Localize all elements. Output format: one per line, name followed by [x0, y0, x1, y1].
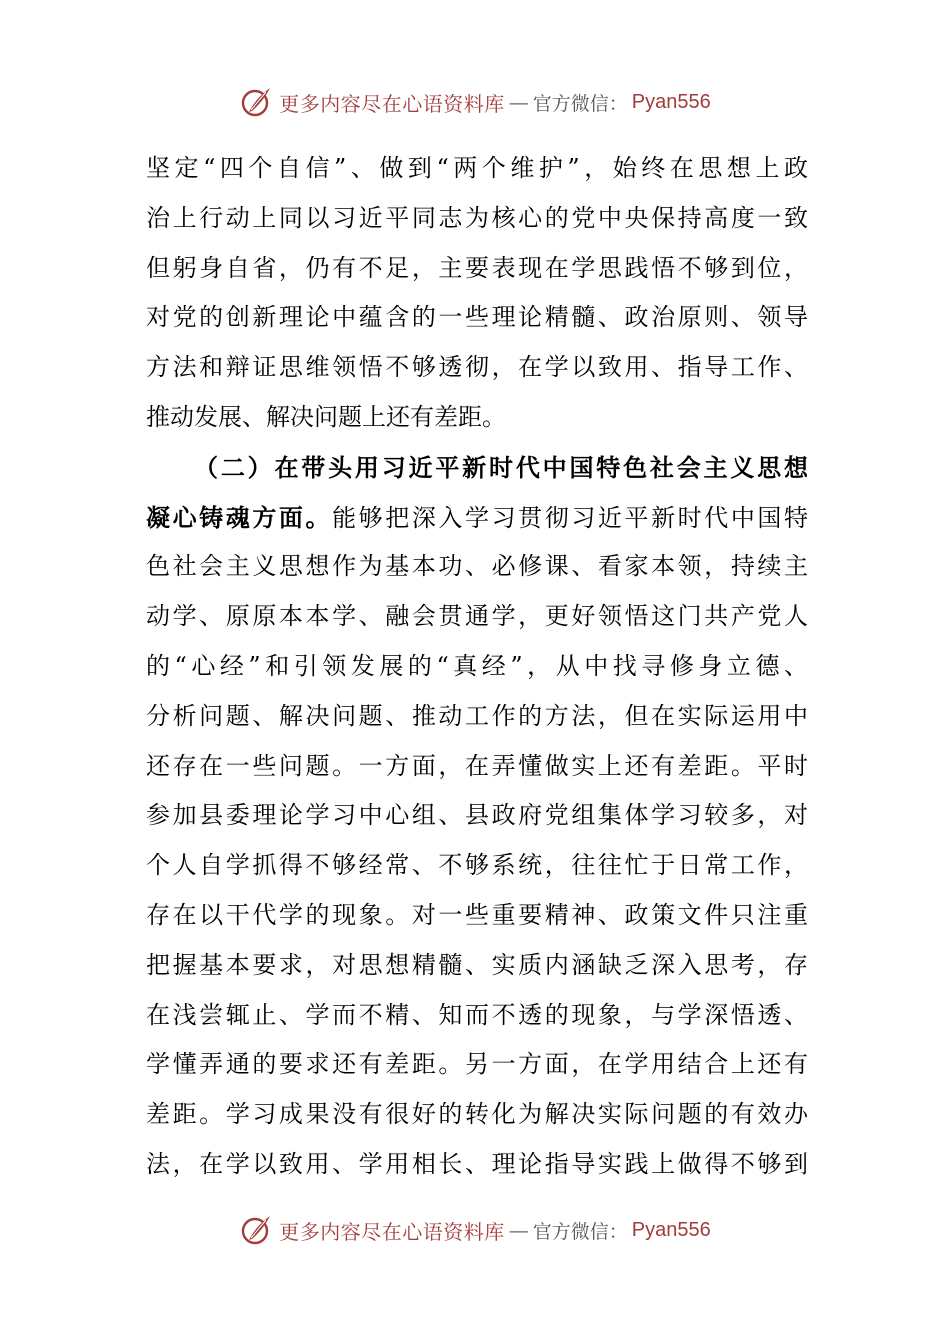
text-line: 存在以干代学的现象。对一些重要精神、政策文件只注重: [146, 900, 808, 929]
text-line: 对党的创新理论中蕴含的一些理论精髓、政治原则、领导: [146, 303, 808, 332]
section-text-start: 能够把深入学习贯彻习近平新时代中国特: [332, 503, 808, 532]
site-name-text: 更多内容尽在心语资料库: [279, 91, 505, 116]
text-line: 推动发展、解决问题上还有差距。: [146, 402, 506, 431]
wechat-id: Pyan556: [631, 90, 711, 113]
text-line: [146, 493, 808, 543]
text-line: 方法和辩证思维领悟不够透彻，在学以致用、指导工作、: [146, 353, 808, 382]
text-line: 差距。学习成果没有很好的转化为解决实际问题的有效办: [146, 1100, 808, 1129]
header-watermark-banner: [0, 80, 950, 124]
text-line: 坚定“四个自信”、做到“两个维护”，始终在思想上政: [146, 154, 808, 182]
section-heading: （二）在带头用习近平新时代中国特色社会主义思想: [194, 452, 808, 482]
text-line: 分析问题、解决问题、推动工作的方法，但在实际运用中: [146, 701, 808, 730]
site-name-text: 更多内容尽在心语资料库: [279, 1219, 505, 1244]
text-line: 法，在学以致用、学用相长、理论指导实践上做得不够到: [146, 1149, 808, 1178]
text-line: 参加县委理论学习中心组、县政府党组集体学习较多，对: [146, 801, 808, 830]
text-line: 治上行动上同以习近平同志为核心的党中央保持高度一致: [146, 203, 808, 232]
paragraph-1: [146, 144, 808, 443]
text-line: 在浅尝辄止、学而不精、知而不透的现象，与学深悟透、: [146, 1000, 808, 1029]
text-line: 个人自学抓得不够经常、不够系统，往往忙于日常工作，: [146, 851, 808, 880]
text-line: 还存在一些问题。一方面，在弄懂做实上还有差距。平时: [146, 751, 808, 780]
contact-label: 官方微信：: [532, 1220, 628, 1243]
footer-watermark-banner: [0, 1208, 950, 1252]
text-line: 动学、原原本本学、融会贯通学，更好领悟这门共产党人: [146, 602, 808, 631]
quill-logo-icon: [239, 84, 275, 120]
contact-label: 官方微信：: [532, 92, 628, 115]
text-line: 但躬身自省，仍有不足，主要表现在学思践悟不够到位，: [146, 253, 808, 282]
quill-logo-icon: [239, 1212, 275, 1248]
section-2: [146, 443, 808, 1190]
text-line: 的“心经”和引领发展的“真经”，从中找寻修身立德、: [146, 651, 808, 680]
text-line: 学懂弄通的要求还有差距。另一方面，在学用结合上还有: [146, 1050, 808, 1079]
banner-separator: —: [508, 1218, 529, 1242]
text-line: 把握基本要求，对思想精髓、实质内涵缺乏深入思考，存: [146, 950, 808, 979]
section-heading-end: 凝心铸魂方面。: [146, 502, 333, 532]
wechat-id: Pyan556: [631, 1218, 711, 1241]
banner-separator: —: [508, 90, 529, 114]
document-body: [146, 144, 808, 1190]
text-line: 色社会主义思想作为基本功、必修课、看家本领，持续主: [146, 552, 808, 581]
